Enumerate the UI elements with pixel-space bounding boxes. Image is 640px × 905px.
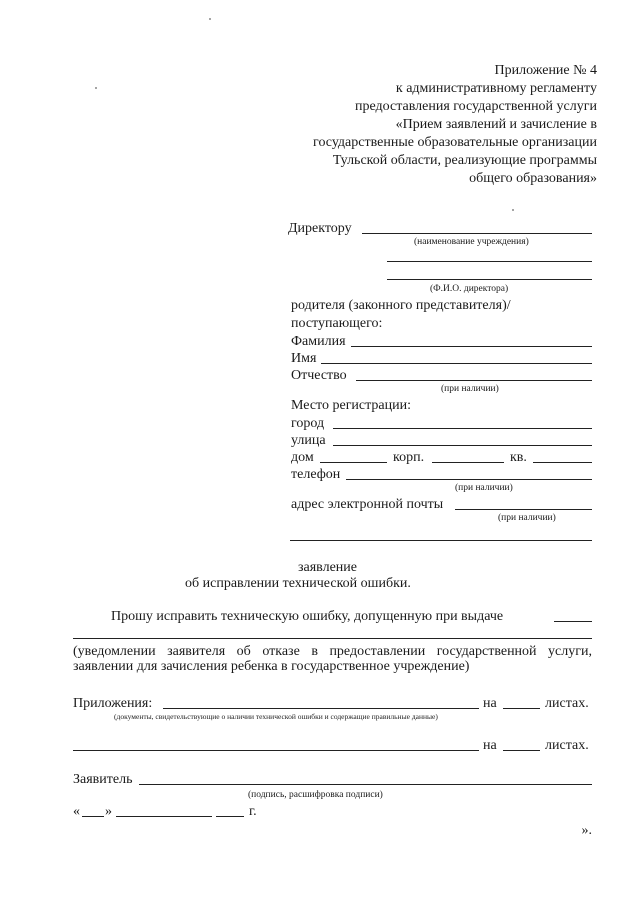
appendix-line: предоставления государственной услуги <box>355 99 597 114</box>
issued-document-field[interactable] <box>554 621 592 622</box>
notice-line-1: (уведомлении заявителя об отказе в предоставлении государственной услуги, <box>73 644 592 659</box>
appendix-line: «Прием заявлений и зачисление в <box>395 117 597 132</box>
signature-hint: (подпись, расшифровка подписи) <box>248 790 383 800</box>
document-subtitle: об исправлении технической ошибки. <box>185 576 411 591</box>
parent-heading: родителя (законного представителя)/ <box>291 298 511 313</box>
appendix-number: Приложение № 4 <box>494 63 597 78</box>
scan-speck <box>512 209 514 211</box>
institution-field[interactable] <box>362 233 592 234</box>
director-fio-hint: (Ф.И.О. директора) <box>430 284 509 294</box>
applicant-signature-field[interactable] <box>139 784 592 785</box>
attachments-sheets-label: листах. <box>545 696 589 711</box>
extra-field[interactable] <box>290 540 592 541</box>
building-field[interactable] <box>432 462 504 463</box>
house-field[interactable] <box>320 462 387 463</box>
scan-speck <box>95 87 97 89</box>
appendix-line: к административному регламенту <box>395 81 597 96</box>
surname-field[interactable] <box>351 346 592 347</box>
attachments-on-label: на <box>483 696 497 711</box>
email-label: адрес электронной почты <box>291 497 444 512</box>
appendix-line: Тульской области, реализующие программы <box>332 153 597 168</box>
phone-hint: (при наличии) <box>455 483 513 493</box>
phone-label: телефон <box>291 467 341 482</box>
apartment-label: кв. <box>510 450 527 465</box>
request-text: Прошу исправить техническую ошибку, допущенную при выдаче <box>111 609 504 624</box>
apartment-field[interactable] <box>533 462 592 463</box>
attachments-sheets-label-2: листах. <box>545 738 589 753</box>
attachments-field-2[interactable] <box>73 750 479 751</box>
date-year-field[interactable] <box>216 816 244 817</box>
surname-label: Фамилия <box>291 334 346 349</box>
email-hint: (при наличии) <box>498 513 556 523</box>
name-field[interactable] <box>321 363 592 364</box>
institution-field-2[interactable] <box>387 261 592 262</box>
director-fio-field[interactable] <box>387 279 592 280</box>
applicant-label: Заявитель <box>73 772 133 787</box>
date-quote-open: « <box>73 804 80 819</box>
appendix-line: государственные образовательные организации <box>313 135 597 150</box>
parent-heading-2: поступающего: <box>291 316 383 331</box>
phone-field[interactable] <box>346 479 592 480</box>
appendix-line: общего образования» <box>469 171 597 186</box>
closing-quote: ». <box>581 823 592 838</box>
street-label: улица <box>291 433 326 448</box>
document-title: заявление <box>298 560 358 575</box>
date-quote-close: » <box>105 804 112 819</box>
patronymic-label: Отчество <box>291 368 347 383</box>
registration-label: Место регистрации: <box>291 398 412 413</box>
city-field[interactable] <box>333 428 592 429</box>
patronymic-field[interactable] <box>356 380 592 381</box>
attachments-field[interactable] <box>163 708 479 709</box>
attachments-on-label-2: на <box>483 738 497 753</box>
date-month-field[interactable] <box>116 816 212 817</box>
scan-speck <box>209 18 211 20</box>
patronymic-hint: (при наличии) <box>441 384 499 394</box>
building-label: корп. <box>393 450 425 465</box>
issued-document-field-2[interactable] <box>73 638 592 639</box>
city-label: город <box>291 416 325 431</box>
attachments-label: Приложения: <box>73 696 153 711</box>
date-day-field[interactable] <box>82 816 104 817</box>
attachments-sheets-field-2[interactable] <box>503 750 540 751</box>
name-label: Имя <box>291 351 317 366</box>
director-label: Директору <box>288 221 352 236</box>
email-field[interactable] <box>455 509 592 510</box>
attachments-sheets-field[interactable] <box>503 708 540 709</box>
institution-hint: (наименование учреждения) <box>414 237 529 247</box>
street-field[interactable] <box>333 445 592 446</box>
notice-line-2: заявлении для зачисления ребенка в государственное учреждение) <box>73 659 470 674</box>
attachments-hint: (документы, свидетельствующие о наличии технической ошибки и содержащие правильные данные) <box>114 712 438 721</box>
house-label: дом <box>291 450 314 465</box>
date-year-suffix: г. <box>249 804 257 819</box>
